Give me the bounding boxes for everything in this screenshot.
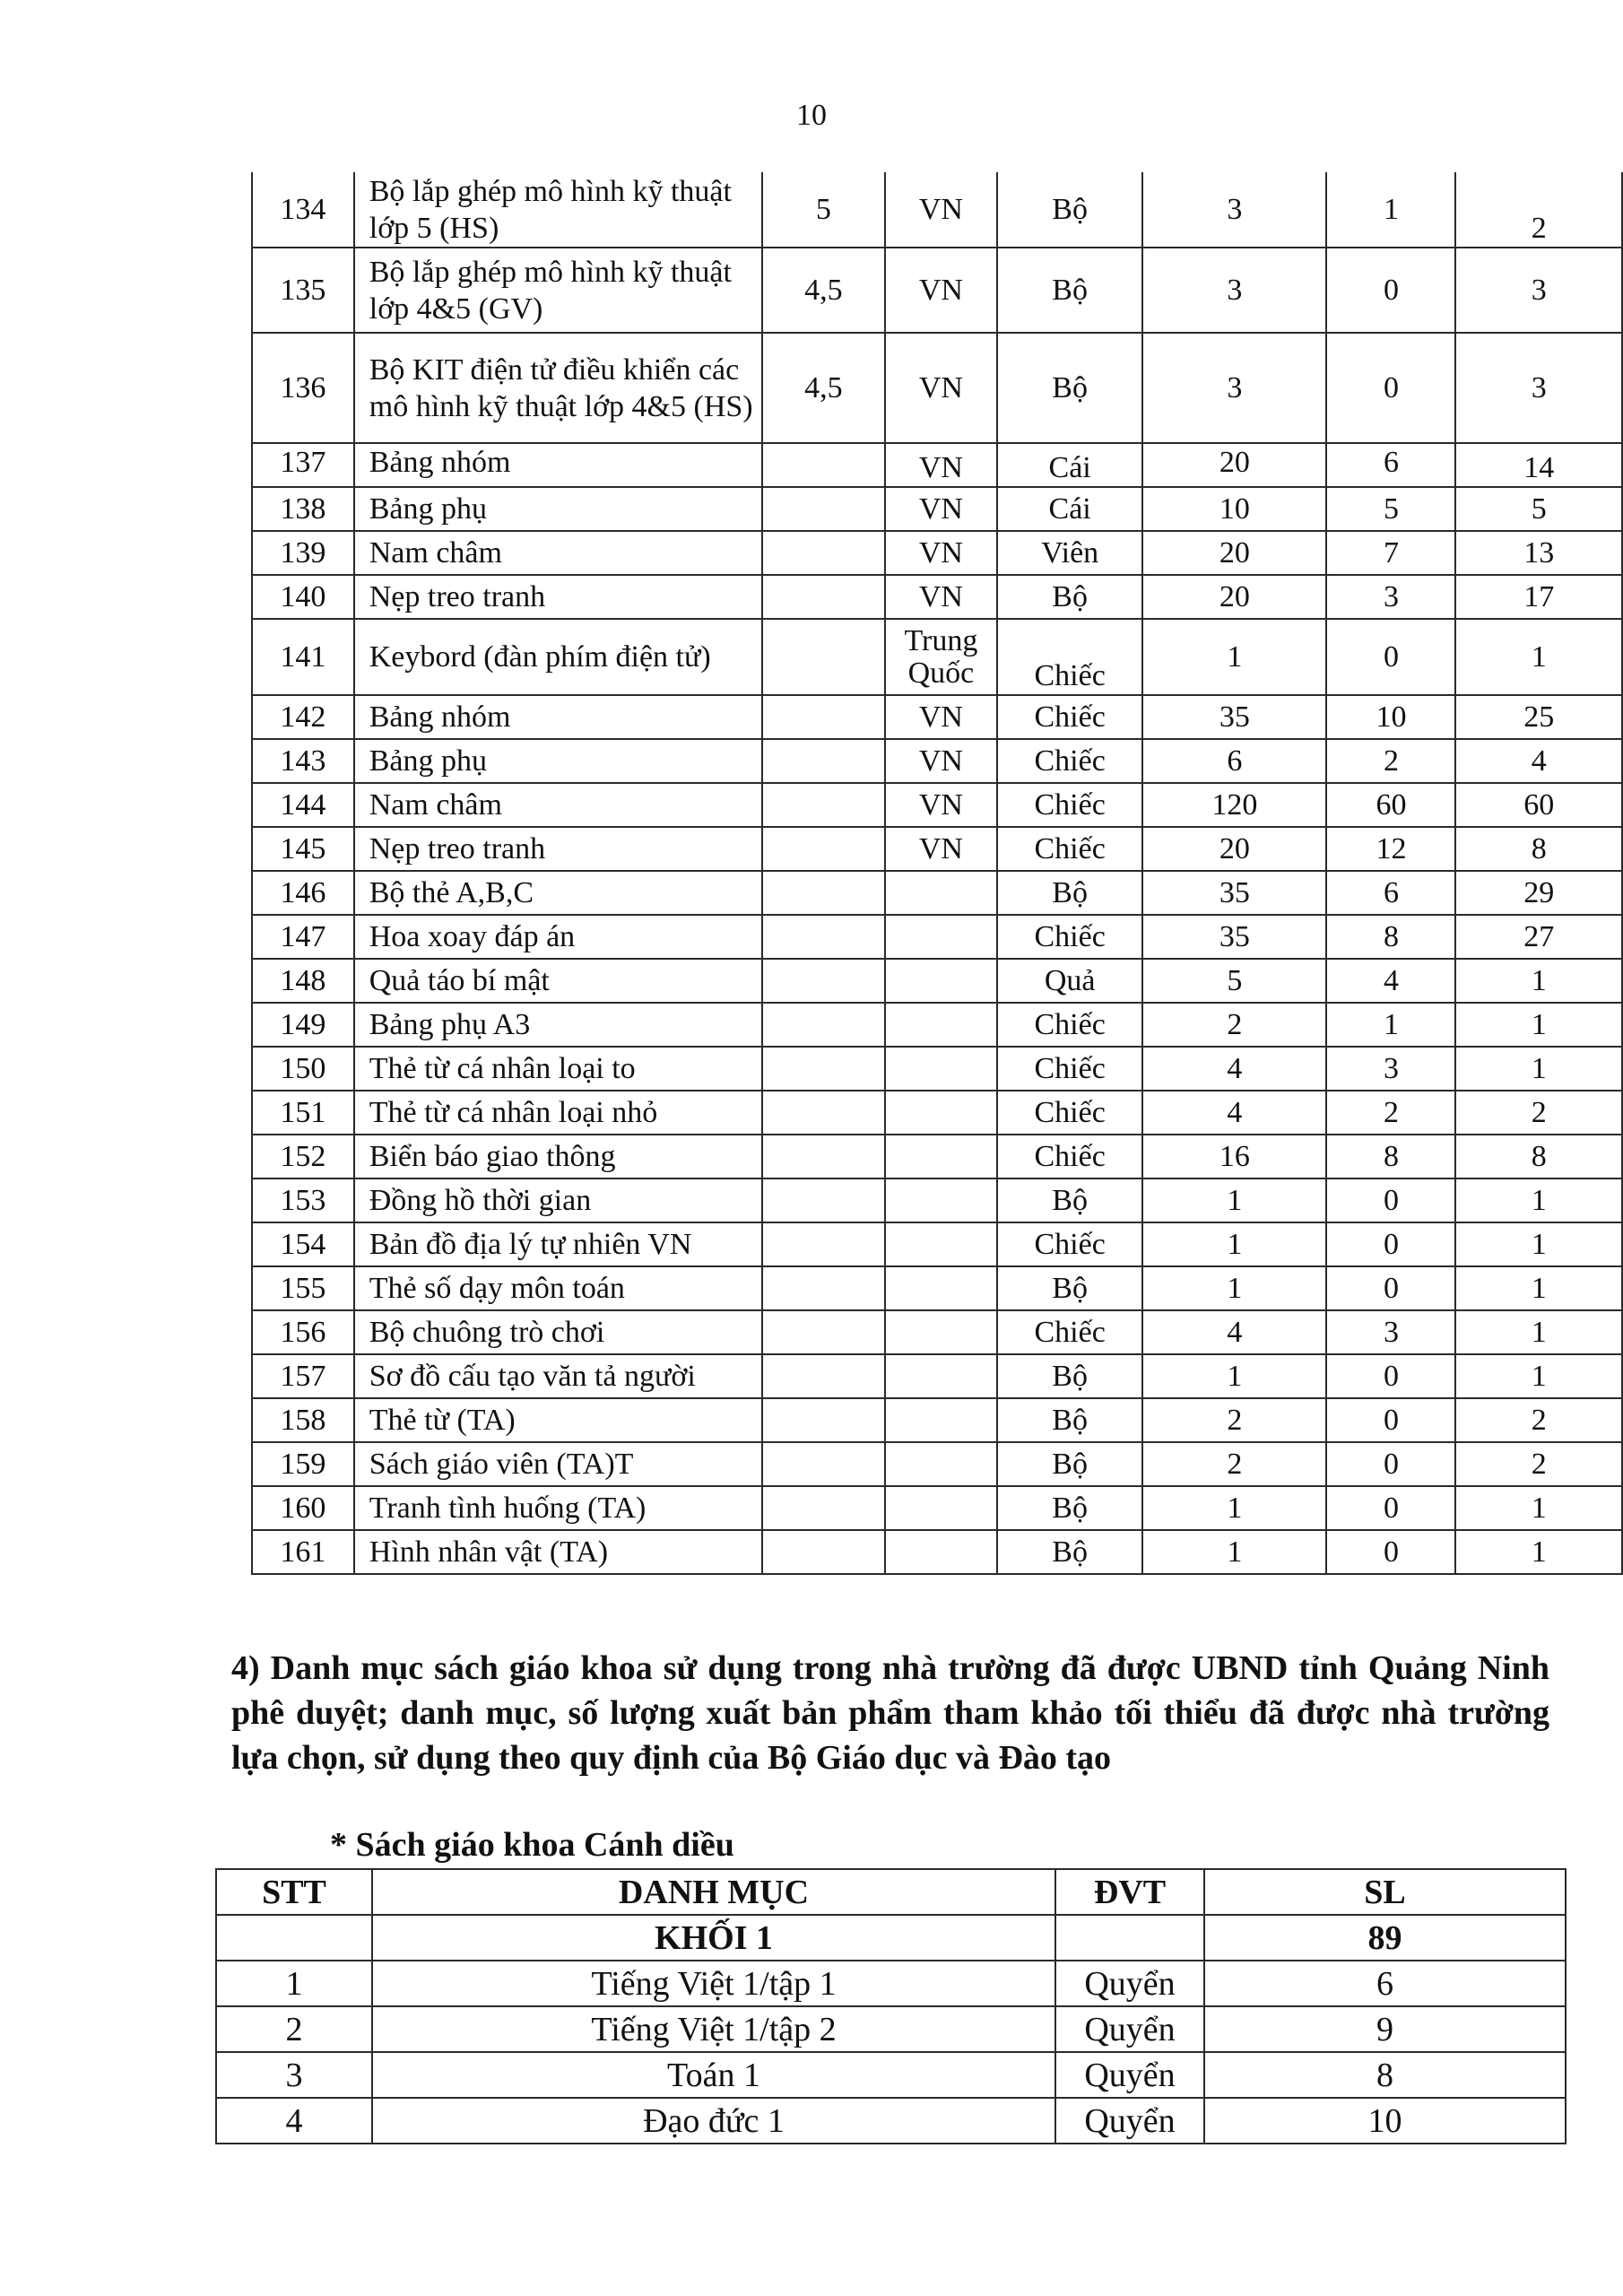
item-origin	[885, 1530, 997, 1574]
row-number: 147	[252, 915, 354, 959]
item-name: Thẻ từ cá nhân loại nhỏ	[354, 1091, 762, 1135]
table-row	[252, 172, 1622, 248]
item-grade	[762, 959, 885, 1003]
item-name: Tranh tình huống (TA)	[354, 1486, 762, 1530]
item-origin	[885, 1354, 997, 1398]
item-unit: Viên	[997, 531, 1142, 575]
item-grade	[762, 1398, 885, 1442]
table-row	[252, 1003, 1622, 1047]
table-row	[252, 1442, 1622, 1486]
item-total: 3	[1142, 333, 1326, 443]
item-broken: 1	[1326, 1003, 1455, 1047]
item-unit: Chiếc	[997, 1091, 1142, 1135]
table-row	[252, 827, 1622, 871]
item-name: Bộ lắp ghép mô hình kỹ thuật lớp 5 (HS)	[354, 172, 762, 248]
item-unit: Chiếc	[997, 1222, 1142, 1266]
item-origin	[885, 871, 997, 915]
equipment-table	[251, 172, 1623, 1575]
item-remaining: 3	[1455, 333, 1622, 443]
item-broken: 0	[1326, 1354, 1455, 1398]
item-unit: Chiếc	[997, 1310, 1142, 1354]
table-row	[252, 915, 1622, 959]
table-row	[252, 1486, 1622, 1530]
table-row	[252, 1398, 1622, 1442]
item-origin: VN	[885, 739, 997, 783]
item-unit: Chiếc	[997, 915, 1142, 959]
item-broken: 0	[1326, 1398, 1455, 1442]
item-unit: Bộ	[997, 1178, 1142, 1222]
book-unit: Quyển	[1055, 1961, 1204, 2006]
item-broken: 3	[1326, 575, 1455, 619]
item-unit: Cái	[997, 443, 1142, 487]
table-row	[252, 443, 1622, 487]
item-remaining: 1	[1455, 1178, 1622, 1222]
item-grade	[762, 783, 885, 827]
header-sl: SL	[1204, 1869, 1566, 1915]
table-row	[216, 2098, 1566, 2144]
item-total: 5	[1142, 959, 1326, 1003]
row-number: 144	[252, 783, 354, 827]
item-total: 2	[1142, 1442, 1326, 1486]
item-grade	[762, 1178, 885, 1222]
row-number: 142	[252, 695, 354, 739]
table-row	[216, 2052, 1566, 2098]
book-qty: 6	[1204, 1961, 1566, 2006]
textbook-table	[215, 1868, 1567, 2144]
item-grade: 4,5	[762, 333, 885, 443]
row-number: 159	[252, 1442, 354, 1486]
table-header-row	[216, 1869, 1566, 1915]
item-broken: 1	[1326, 172, 1455, 248]
item-total: 1	[1142, 1486, 1326, 1530]
book-number: 3	[216, 2052, 372, 2098]
item-total: 1	[1142, 1222, 1326, 1266]
item-total: 1	[1142, 1266, 1326, 1310]
item-remaining: 17	[1455, 575, 1622, 619]
item-unit: Chiếc	[997, 783, 1142, 827]
row-number: 161	[252, 1530, 354, 1574]
table-row	[252, 1222, 1622, 1266]
table-row	[216, 1961, 1566, 2006]
row-number: 156	[252, 1310, 354, 1354]
item-grade	[762, 1003, 885, 1047]
group-qty: 89	[1204, 1915, 1566, 1961]
item-remaining: 1	[1455, 619, 1622, 695]
item-total: 4	[1142, 1310, 1326, 1354]
item-broken: 0	[1326, 1530, 1455, 1574]
item-name: Keybord (đàn phím điện tử)	[354, 619, 762, 695]
item-remaining: 1	[1455, 1047, 1622, 1091]
item-remaining: 14	[1455, 443, 1622, 487]
item-total: 20	[1142, 443, 1326, 487]
section-heading: 4) Danh mục sách giáo khoa sử dụng trong nhà trường đã được UBND tỉnh Quảng Ninh phê duyệt; danh mục, số lượng xuất bản phẩm tham khảo tối thiểu đã được nhà trường lựa chọn, sử dụng theo quy định của Bộ Giáo dục và Đào tạo	[231, 1649, 1549, 1777]
item-broken: 3	[1326, 1310, 1455, 1354]
item-total: 4	[1142, 1047, 1326, 1091]
item-grade	[762, 1091, 885, 1135]
item-total: 35	[1142, 695, 1326, 739]
row-number: 138	[252, 487, 354, 531]
book-unit: Quyển	[1055, 2006, 1204, 2052]
item-grade	[762, 443, 885, 487]
item-unit: Chiếc	[997, 739, 1142, 783]
item-remaining: 2	[1455, 1398, 1622, 1442]
item-total: 120	[1142, 783, 1326, 827]
item-total: 16	[1142, 1135, 1326, 1178]
book-name: Tiếng Việt 1/tập 2	[372, 2006, 1055, 2052]
item-unit: Bộ	[997, 575, 1142, 619]
item-remaining: 3	[1455, 248, 1622, 333]
item-grade: 5	[762, 172, 885, 248]
item-name: Đồng hồ thời gian	[354, 1178, 762, 1222]
table-row	[216, 2006, 1566, 2052]
item-broken: 0	[1326, 1486, 1455, 1530]
item-total: 3	[1142, 248, 1326, 333]
header-stt: STT	[216, 1869, 372, 1915]
item-grade	[762, 827, 885, 871]
item-unit: Bộ	[997, 172, 1142, 248]
item-grade: 4,5	[762, 248, 885, 333]
book-number: 1	[216, 1961, 372, 2006]
item-origin: VN	[885, 333, 997, 443]
item-unit: Bộ	[997, 1398, 1142, 1442]
item-name: Bảng nhóm	[354, 443, 762, 487]
item-name: Thẻ từ (TA)	[354, 1398, 762, 1442]
item-name: Hoa xoay đáp án	[354, 915, 762, 959]
row-number: 160	[252, 1486, 354, 1530]
item-broken: 6	[1326, 871, 1455, 915]
row-number: 134	[252, 172, 354, 248]
item-total: 1	[1142, 1354, 1326, 1398]
item-origin	[885, 915, 997, 959]
row-number: 139	[252, 531, 354, 575]
book-qty: 8	[1204, 2052, 1566, 2098]
item-grade	[762, 1222, 885, 1266]
header-danh-muc: DANH MỤC	[372, 1869, 1055, 1915]
item-origin: VN	[885, 172, 997, 248]
item-name: Bảng nhóm	[354, 695, 762, 739]
item-unit: Bộ	[997, 871, 1142, 915]
item-origin: VN	[885, 531, 997, 575]
item-remaining: 27	[1455, 915, 1622, 959]
row-number: 155	[252, 1266, 354, 1310]
row-number: 157	[252, 1354, 354, 1398]
item-unit: Chiếc	[997, 1047, 1142, 1091]
item-name: Thẻ từ cá nhân loại to	[354, 1047, 762, 1091]
item-remaining: 5	[1455, 487, 1622, 531]
item-remaining: 29	[1455, 871, 1622, 915]
row-number: 149	[252, 1003, 354, 1047]
page-number: 10	[796, 99, 827, 132]
table-row	[252, 783, 1622, 827]
row-number: 140	[252, 575, 354, 619]
table-row	[252, 1135, 1622, 1178]
group-row	[216, 1915, 1566, 1961]
book-unit: Quyển	[1055, 2052, 1204, 2098]
group-unit	[1055, 1915, 1204, 1961]
table-row	[252, 1530, 1622, 1574]
item-grade	[762, 487, 885, 531]
item-remaining: 1	[1455, 1003, 1622, 1047]
row-number: 158	[252, 1398, 354, 1442]
item-grade	[762, 1266, 885, 1310]
item-remaining: 25	[1455, 695, 1622, 739]
row-number: 137	[252, 443, 354, 487]
row-number: 136	[252, 333, 354, 443]
item-total: 6	[1142, 739, 1326, 783]
row-number: 135	[252, 248, 354, 333]
item-remaining: 1	[1455, 959, 1622, 1003]
group-name: KHỐI 1	[372, 1915, 1055, 1961]
item-grade	[762, 915, 885, 959]
item-broken: 60	[1326, 783, 1455, 827]
table-row	[252, 575, 1622, 619]
book-name: Đạo đức 1	[372, 2098, 1055, 2144]
book-name: Toán 1	[372, 2052, 1055, 2098]
item-remaining: 1	[1455, 1266, 1622, 1310]
item-origin	[885, 1003, 997, 1047]
item-origin: Trung Quốc	[885, 619, 997, 695]
item-grade	[762, 739, 885, 783]
table-row	[252, 1178, 1622, 1222]
item-broken: 0	[1326, 619, 1455, 695]
item-unit: Quả	[997, 959, 1142, 1003]
table-row	[252, 248, 1622, 333]
item-origin: VN	[885, 575, 997, 619]
item-broken: 2	[1326, 1091, 1455, 1135]
row-number: 150	[252, 1047, 354, 1091]
item-grade	[762, 575, 885, 619]
item-grade	[762, 871, 885, 915]
item-origin	[885, 1310, 997, 1354]
item-remaining: 1	[1455, 1486, 1622, 1530]
item-name: Sách giáo viên (TA)T	[354, 1442, 762, 1486]
item-grade	[762, 1310, 885, 1354]
item-origin	[885, 1091, 997, 1135]
book-name: Tiếng Việt 1/tập 1	[372, 1961, 1055, 2006]
item-broken: 0	[1326, 333, 1455, 443]
item-remaining: 8	[1455, 1135, 1622, 1178]
item-grade	[762, 619, 885, 695]
item-total: 4	[1142, 1091, 1326, 1135]
item-origin	[885, 1222, 997, 1266]
item-name: Hình nhân vật (TA)	[354, 1530, 762, 1574]
item-total: 10	[1142, 487, 1326, 531]
item-name: Bộ chuông trò chơi	[354, 1310, 762, 1354]
table-row	[252, 959, 1622, 1003]
book-qty: 9	[1204, 2006, 1566, 2052]
item-broken: 0	[1326, 1222, 1455, 1266]
row-number: 145	[252, 827, 354, 871]
row-number: 141	[252, 619, 354, 695]
table-row	[252, 739, 1622, 783]
item-unit: Bộ	[997, 1530, 1142, 1574]
book-qty: 10	[1204, 2098, 1566, 2144]
row-number: 143	[252, 739, 354, 783]
item-grade	[762, 1530, 885, 1574]
item-total: 1	[1142, 1530, 1326, 1574]
item-unit: Bộ	[997, 1354, 1142, 1398]
item-origin: VN	[885, 695, 997, 739]
item-origin: VN	[885, 783, 997, 827]
item-broken: 2	[1326, 739, 1455, 783]
item-name: Biển báo giao thông	[354, 1135, 762, 1178]
table-row	[252, 1091, 1622, 1135]
item-origin	[885, 959, 997, 1003]
item-name: Bộ lắp ghép mô hình kỹ thuật lớp 4&5 (GV)	[354, 248, 762, 333]
item-origin	[885, 1398, 997, 1442]
item-remaining: 2	[1455, 1442, 1622, 1486]
item-name: Sơ đồ cấu tạo văn tả người	[354, 1354, 762, 1398]
row-number: 148	[252, 959, 354, 1003]
item-broken: 8	[1326, 915, 1455, 959]
item-unit: Cái	[997, 487, 1142, 531]
item-name: Nam châm	[354, 783, 762, 827]
item-grade	[762, 695, 885, 739]
item-broken: 0	[1326, 1442, 1455, 1486]
item-broken: 0	[1326, 1266, 1455, 1310]
item-broken: 5	[1326, 487, 1455, 531]
item-remaining: 1	[1455, 1530, 1622, 1574]
table-row	[252, 333, 1622, 443]
book-unit: Quyển	[1055, 2098, 1204, 2144]
item-name: Nam châm	[354, 531, 762, 575]
item-grade	[762, 1486, 885, 1530]
row-number: 151	[252, 1091, 354, 1135]
item-broken: 12	[1326, 827, 1455, 871]
item-remaining: 2	[1455, 1091, 1622, 1135]
item-name: Bảng phụ A3	[354, 1003, 762, 1047]
item-origin	[885, 1266, 997, 1310]
item-name: Quả táo bí mật	[354, 959, 762, 1003]
header-dvt: ĐVT	[1055, 1869, 1204, 1915]
item-total: 20	[1142, 575, 1326, 619]
item-unit: Bộ	[997, 1442, 1142, 1486]
item-unit: Chiếc	[997, 827, 1142, 871]
book-number: 2	[216, 2006, 372, 2052]
table-row	[252, 1354, 1622, 1398]
item-remaining: 2	[1455, 172, 1622, 248]
item-grade	[762, 1135, 885, 1178]
item-name: Bộ KIT điện tử điều khiển các mô hình kỹ thuật lớp 4&5 (HS)	[354, 333, 762, 443]
table-row	[252, 619, 1622, 695]
book-number: 4	[216, 2098, 372, 2144]
item-origin: VN	[885, 443, 997, 487]
table-row	[252, 1310, 1622, 1354]
item-grade	[762, 1354, 885, 1398]
item-total: 20	[1142, 531, 1326, 575]
item-remaining: 1	[1455, 1222, 1622, 1266]
item-grade	[762, 1442, 885, 1486]
table-row	[252, 695, 1622, 739]
row-number: 146	[252, 871, 354, 915]
item-unit: Chiếc	[997, 695, 1142, 739]
item-remaining: 4	[1455, 739, 1622, 783]
item-total: 35	[1142, 915, 1326, 959]
group-number	[216, 1915, 372, 1961]
item-origin	[885, 1178, 997, 1222]
item-origin: VN	[885, 827, 997, 871]
item-remaining: 13	[1455, 531, 1622, 575]
item-grade	[762, 1047, 885, 1091]
item-name: Thẻ số dạy môn toán	[354, 1266, 762, 1310]
item-origin	[885, 1047, 997, 1091]
table-row	[252, 531, 1622, 575]
item-origin: VN	[885, 487, 997, 531]
item-broken: 10	[1326, 695, 1455, 739]
item-unit: Bộ	[997, 1486, 1142, 1530]
item-broken: 3	[1326, 1047, 1455, 1091]
section-subheading: * Sách giáo khoa Cánh diều	[330, 1826, 734, 1864]
item-name: Bảng phụ	[354, 739, 762, 783]
table-row	[252, 1047, 1622, 1091]
item-unit: Bộ	[997, 333, 1142, 443]
item-grade	[762, 531, 885, 575]
item-name: Nẹp treo tranh	[354, 575, 762, 619]
item-broken: 0	[1326, 248, 1455, 333]
item-name: Nẹp treo tranh	[354, 827, 762, 871]
item-broken: 4	[1326, 959, 1455, 1003]
item-name: Bảng phụ	[354, 487, 762, 531]
item-unit: Bộ	[997, 1266, 1142, 1310]
item-broken: 7	[1326, 531, 1455, 575]
item-unit: Chiếc	[997, 619, 1142, 695]
item-remaining: 1	[1455, 1310, 1622, 1354]
row-number: 154	[252, 1222, 354, 1266]
item-remaining: 8	[1455, 827, 1622, 871]
item-remaining: 60	[1455, 783, 1622, 827]
item-unit: Chiếc	[997, 1003, 1142, 1047]
item-name: Bộ thẻ A,B,C	[354, 871, 762, 915]
row-number: 152	[252, 1135, 354, 1178]
item-total: 35	[1142, 871, 1326, 915]
table-row	[252, 871, 1622, 915]
item-total: 2	[1142, 1398, 1326, 1442]
item-origin	[885, 1486, 997, 1530]
item-broken: 6	[1326, 443, 1455, 487]
item-broken: 0	[1326, 1178, 1455, 1222]
item-name: Bản đồ địa lý tự nhiên VN	[354, 1222, 762, 1266]
row-number: 153	[252, 1178, 354, 1222]
table-row	[252, 487, 1622, 531]
item-remaining: 1	[1455, 1354, 1622, 1398]
table-row	[252, 1266, 1622, 1310]
item-total: 3	[1142, 172, 1326, 248]
item-total: 1	[1142, 619, 1326, 695]
item-unit: Bộ	[997, 248, 1142, 333]
item-total: 1	[1142, 1178, 1326, 1222]
item-unit: Chiếc	[997, 1135, 1142, 1178]
item-broken: 8	[1326, 1135, 1455, 1178]
item-origin	[885, 1442, 997, 1486]
item-total: 20	[1142, 827, 1326, 871]
item-origin: VN	[885, 248, 997, 333]
item-origin	[885, 1135, 997, 1178]
item-total: 2	[1142, 1003, 1326, 1047]
